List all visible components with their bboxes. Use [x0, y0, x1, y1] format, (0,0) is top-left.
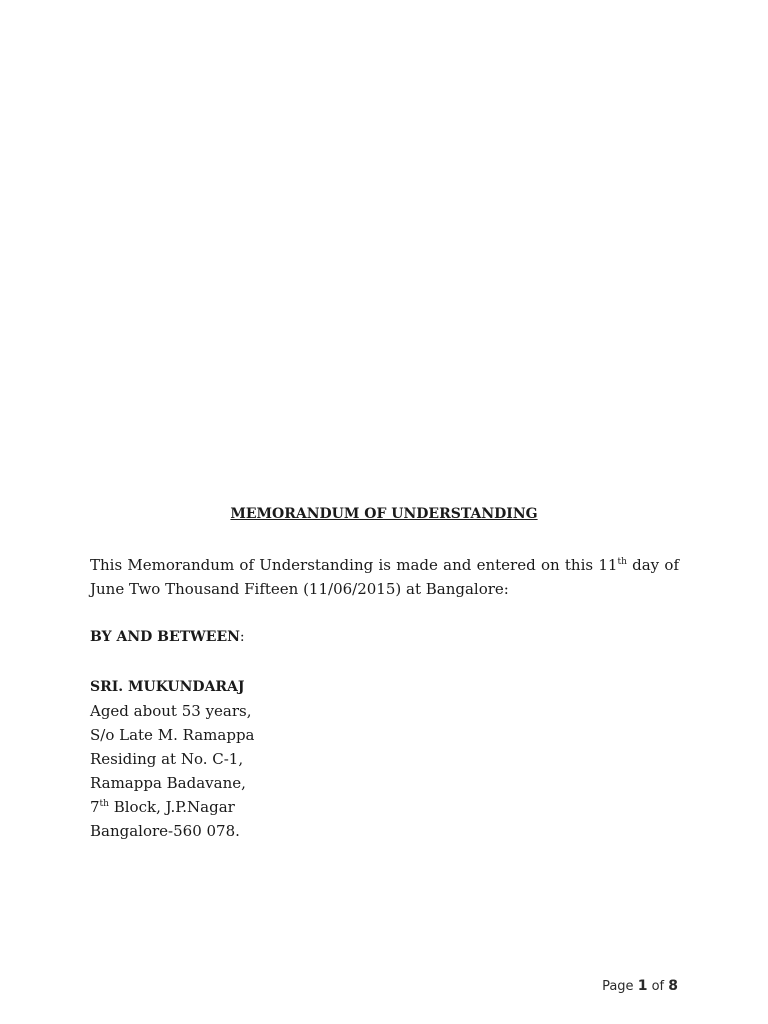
current-page-number: 1: [637, 978, 648, 994]
between-label: BY AND BETWEEN: [90, 629, 240, 645]
total-pages-number: 8: [668, 978, 678, 994]
party-block: [90, 795, 255, 819]
party-street: Ramappa Badavane,: [90, 774, 246, 792]
by-and-between: [90, 626, 245, 648]
intro-paragraph: [90, 553, 679, 601]
intro-line-1: [90, 553, 679, 577]
intro-line-2: June Two Thousand Fifteen (11/06/2015) at Bangalore:: [90, 580, 509, 598]
party-block: [90, 675, 255, 843]
intro-text-a: This Memorandum of Understanding is made and entered on this 11: [90, 556, 618, 574]
page-word: Page: [602, 979, 634, 994]
of-word: of: [651, 979, 665, 994]
intro-text-b: day of: [626, 556, 679, 574]
party-city: Bangalore-560 078.: [90, 822, 240, 840]
party-name: SRI. MUKUNDARAJ: [90, 679, 245, 695]
party-residence: Residing at No. C-1,: [90, 750, 244, 768]
between-colon: :: [239, 629, 245, 645]
document-title: MEMORANDUM OF UNDERSTANDING: [230, 506, 538, 522]
block-rest: Block, J.P.Nagar: [108, 798, 235, 816]
page-footer: [602, 976, 678, 997]
party-relation: S/o Late M. Ramappa: [90, 726, 255, 744]
party-age: Aged about 53 years,: [90, 702, 252, 720]
intro-superscript: th: [617, 557, 627, 567]
block-number: 7: [90, 798, 100, 816]
block-superscript: th: [99, 799, 109, 809]
